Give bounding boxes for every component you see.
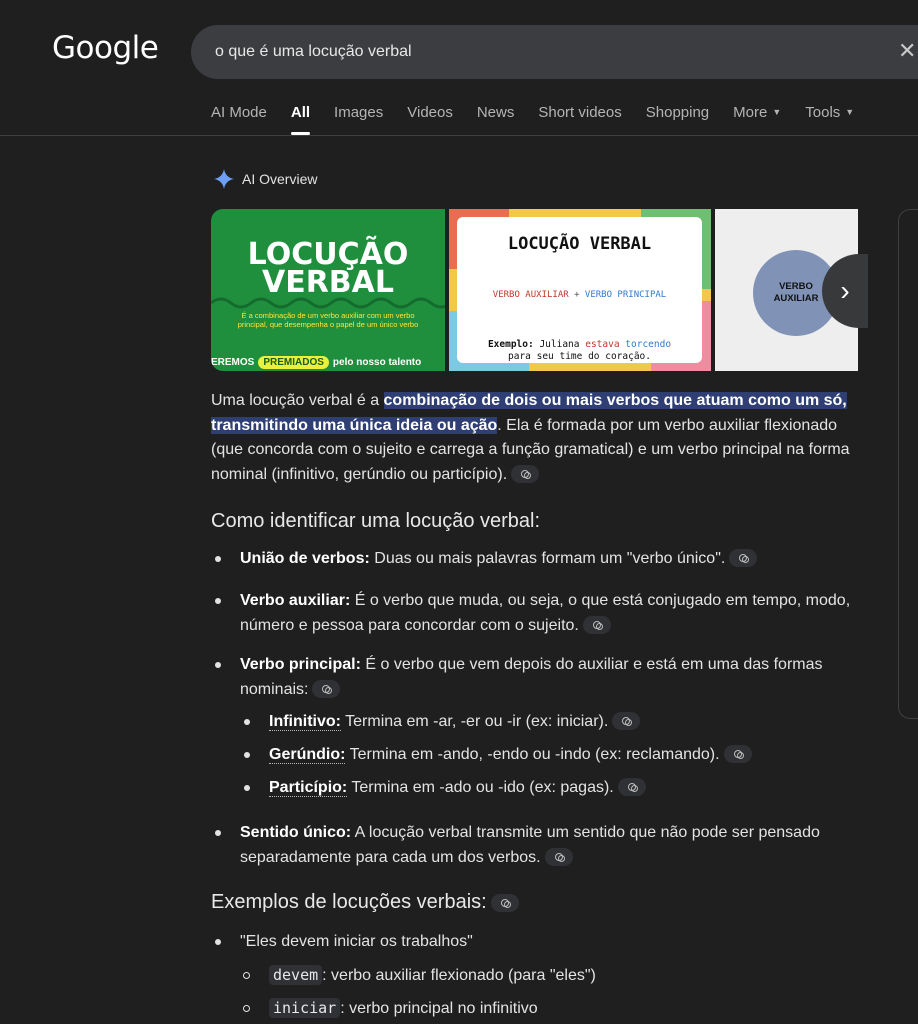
- intro-text: . Ela é formada por um verbo auxiliar flexionado (que concorda com o sujeito e carrega a função gramatical) e um verbo principal na forma nominal (infinitivo, gerúndio ou particípio).: [211, 416, 850, 483]
- list-item-term[interactable]: Particípio:: [269, 779, 348, 796]
- tab-ai-mode[interactable]: [211, 104, 267, 135]
- list-item-text: É o verbo que muda, ou seja, o que está conjugado em tempo, modo, número e pessoa para concordar com o sujeito.: [240, 592, 851, 634]
- tab-label: Shopping: [645, 104, 710, 121]
- bullet: [215, 556, 221, 562]
- intro-text: Uma locução verbal é a: [211, 392, 384, 409]
- formula-aux: VERBO AUXILIAR: [492, 290, 569, 300]
- tab-label: Tools: [805, 104, 841, 121]
- bullet: [215, 830, 221, 836]
- formula-main: VERBO PRINCIPAL: [584, 290, 667, 300]
- list-item-term: Verbo auxiliar:: [240, 592, 351, 609]
- bullet: [243, 972, 250, 979]
- list-item-term: Verbo principal:: [240, 656, 361, 673]
- list-item-text: A locução verbal transmite um sentido que não pode ser pensado separadamente para cada um dos verbos.: [240, 824, 820, 866]
- search-tabs: [211, 104, 878, 135]
- link-icon[interactable]: [312, 680, 340, 698]
- list-item-text: Termina em -ar, -er ou -ir (ex: iniciar).: [340, 713, 609, 730]
- sub-list-item: [269, 775, 859, 800]
- bullet: [243, 1005, 250, 1012]
- link-icon[interactable]: [583, 616, 611, 634]
- image-example: [457, 339, 702, 363]
- link-icon[interactable]: [729, 549, 757, 567]
- link-icon[interactable]: [724, 745, 752, 763]
- example-aux: estava: [585, 339, 620, 350]
- list-item-term[interactable]: Infinitivo:: [269, 713, 341, 730]
- link-icon[interactable]: [618, 778, 646, 796]
- circle-text: AUXILIAR: [773, 293, 819, 304]
- tab-news[interactable]: [477, 104, 515, 135]
- section-heading: Exemplos de locuções verbais:: [211, 891, 487, 913]
- ai-overview-intro: [211, 389, 859, 487]
- list-item-text: Duas ou mais palavras formam um "verbo único".: [369, 550, 726, 567]
- circle-text: VERBO: [779, 281, 813, 292]
- image-formula: [457, 290, 702, 300]
- example-label: Exemplo:: [487, 339, 534, 350]
- ai-overview-label: AI Overview: [242, 171, 318, 187]
- image-title: LOCUÇÃO VERBAL: [507, 234, 652, 254]
- banner-text: EREMOS: [211, 357, 255, 368]
- bullet: [215, 662, 221, 668]
- code-term: devem: [269, 965, 322, 985]
- bullet: [244, 752, 250, 758]
- image-banner: [211, 357, 421, 368]
- tab-short-videos[interactable]: [538, 104, 621, 135]
- search-input[interactable]: [213, 42, 877, 62]
- sub-list-item: [269, 709, 859, 734]
- list-item: [240, 820, 860, 870]
- list-item-term: Sentido único:: [240, 824, 352, 841]
- caret-down-icon: ▼: [772, 107, 782, 117]
- bullet: [215, 598, 221, 604]
- link-icon[interactable]: [491, 894, 519, 912]
- bullet: [215, 939, 221, 945]
- list-item-text: : verbo principal no infinitivo: [340, 1000, 538, 1017]
- tab-videos[interactable]: [407, 104, 453, 135]
- link-icon[interactable]: [511, 465, 539, 483]
- link-icon[interactable]: [612, 712, 640, 730]
- section-heading: Como identificar uma locução verbal:: [211, 510, 541, 532]
- example-word: Juliana: [539, 339, 580, 350]
- caret-down-icon: ▼: [845, 107, 855, 117]
- sparkle-icon: [213, 168, 235, 190]
- tab-shopping[interactable]: [646, 104, 709, 135]
- sub-list-item: [269, 996, 859, 1021]
- sub-list-item: [269, 963, 859, 988]
- divider: [0, 135, 918, 136]
- bullet: [244, 719, 250, 725]
- link-icon[interactable]: [545, 848, 573, 866]
- ai-overview-header: [213, 168, 317, 190]
- image-title: [211, 237, 445, 300]
- search-bar[interactable]: [191, 25, 918, 79]
- intro-highlight: combinação de dois ou mais verbos que atuam como um só, transmitindo uma única ideia ou ação: [211, 392, 847, 434]
- code-term: iniciar: [269, 998, 340, 1018]
- banner-text: pelo nosso talento: [332, 357, 422, 368]
- sub-list-item: [269, 742, 859, 767]
- tab-tools[interactable]: [805, 104, 854, 135]
- image-card: [457, 217, 702, 363]
- tab-label: All: [290, 104, 311, 121]
- list-item-term: União de verbos:: [240, 550, 370, 567]
- example-line: para seu time do coração.: [508, 351, 651, 362]
- list-item: [240, 929, 860, 954]
- image-thumbnail-2[interactable]: [449, 209, 711, 371]
- tab-label: News: [476, 104, 515, 121]
- tab-label: More: [733, 104, 768, 121]
- example-main: torcendo: [625, 339, 672, 350]
- google-logo[interactable]: Google: [52, 30, 159, 66]
- tab-label: Short videos: [538, 104, 622, 121]
- banner-pill: PREMIADOS: [258, 356, 329, 369]
- image-thumbnail-1[interactable]: [211, 209, 445, 371]
- list-item-text: É o verbo que vem depois do auxiliar e está em uma das formas nominais:: [240, 656, 823, 698]
- list-item-term[interactable]: Gerúndio:: [269, 746, 346, 763]
- tab-more[interactable]: [733, 104, 781, 135]
- tab-images[interactable]: [334, 104, 383, 135]
- tab-label: AI Mode: [211, 104, 267, 121]
- list-item: [240, 652, 860, 702]
- section-heading-row: [211, 891, 519, 914]
- tab-label: Videos: [407, 104, 453, 121]
- image-title-line: VERBAL: [261, 265, 394, 300]
- chevron-right-icon[interactable]: ›: [822, 254, 868, 328]
- image-subtitle-line: É a combinação de um verbo auxiliar com um verbo: [241, 311, 415, 320]
- list-item-text: Termina em -ando, -endo ou -indo (ex: reclamando).: [345, 746, 720, 763]
- tab-all[interactable]: [291, 104, 310, 135]
- image-subtitle-line: principal, que desempenha o papel de um único verbo: [237, 320, 419, 329]
- example-sentence: "Eles devem iniciar os trabalhos": [240, 933, 473, 950]
- clear-icon[interactable]: ✕: [898, 38, 917, 63]
- list-item-text: Termina em -ado ou -ido (ex: pagas).: [347, 779, 614, 796]
- image-subtitle: [211, 311, 445, 329]
- list-item-text: : verbo auxiliar flexionado (para "eles"): [322, 967, 596, 984]
- bullet: [244, 785, 250, 791]
- tab-label: Images: [334, 104, 384, 121]
- list-item: [240, 546, 860, 571]
- image-title-line: LOCUÇÃO: [247, 237, 409, 272]
- list-item: [240, 588, 860, 638]
- formula-plus: +: [574, 290, 580, 300]
- right-side-panel: [898, 209, 918, 719]
